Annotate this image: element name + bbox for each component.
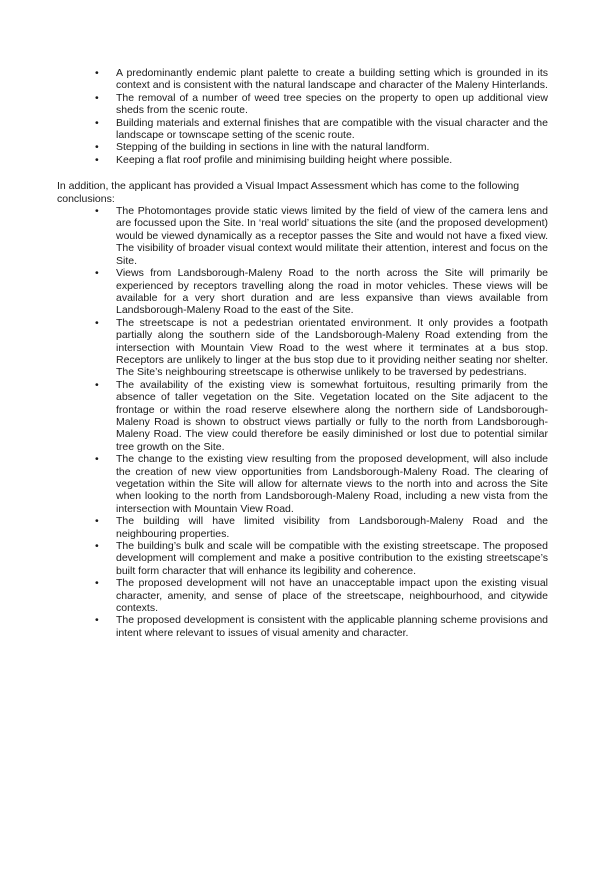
list-item	[88, 117, 548, 142]
list-item-text: Stepping of the building in sections in line with the natural landform.	[116, 141, 430, 154]
list-item	[88, 379, 548, 453]
bullet-icon: •	[95, 91, 99, 104]
bullet-icon: •	[95, 316, 99, 329]
list-item-text: The proposed development is consistent with the applicable planning scheme provisions and intent where relevant to issues of visual amenity and character.	[116, 614, 548, 639]
design-measures-list	[88, 67, 548, 166]
list-item	[88, 205, 548, 267]
list-item	[88, 317, 548, 379]
list-item	[88, 577, 548, 614]
bullet-icon: •	[95, 141, 99, 154]
list-item-text: The Photomontages provide static views limited by the field of view of the camera lens and are focussed upon the Site. In ‘real world’ situations the site (and the proposed development) would be viewed dynamically as a receptor passes the Site and would not have a fixed view. The visibility of broader visual context would militate their attention, interest and focus on the Site.	[116, 205, 548, 267]
via-conclusions-list	[88, 205, 548, 639]
bullet-icon: •	[95, 614, 99, 627]
list-item-text: Keeping a flat roof profile and minimising building height where possible.	[116, 153, 453, 166]
list-item	[88, 515, 548, 540]
bullet-icon: •	[95, 116, 99, 129]
bullet-icon: •	[95, 205, 99, 218]
list-item-text: The removal of a number of weed tree species on the property to open up additional view sheds from the scenic route.	[116, 91, 548, 117]
list-item-text: The building’s bulk and scale will be compatible with the existing streetscape. The proposed development will complement and make a positive contribution to the existing streetscape’s built form character that will enhance its legibility and coherence.	[116, 540, 548, 577]
list-item	[88, 154, 548, 166]
list-item	[88, 614, 548, 639]
bullet-icon: •	[95, 378, 99, 391]
intro-paragraph: In addition, the applicant has provided a Visual Impact Assessment which has come to the following conclusions:	[57, 180, 520, 205]
bullet-icon: •	[95, 515, 99, 528]
list-item-text: A predominantly endemic plant palette to create a building setting which is grounded in its context and is consistent with the natural landscape and character of the Maleny Hinterlands.	[116, 67, 548, 92]
list-item	[88, 453, 548, 515]
list-item-text: The proposed development will not have an unacceptable impact upon the existing visual character, amenity, and sense of place of the streetscape, neighbourhood, and citywide contexts.	[116, 577, 548, 615]
bullet-icon: •	[95, 67, 99, 79]
list-item	[88, 67, 548, 92]
list-item-text: Building materials and external finishes that are compatible with the visual character and the landscape or townscape setting of the scenic route.	[116, 116, 548, 142]
document-body	[57, 67, 548, 639]
list-item	[88, 540, 548, 577]
list-item	[88, 92, 548, 117]
bullet-icon: •	[95, 453, 99, 466]
list-item-text: The building will have limited visibility from Landsborough-Maleny Road and the neighbouring properties.	[116, 515, 548, 540]
list-item-text: Views from Landsborough-Maleny Road to the north across the Site will primarily be experienced by receptors travelling along the road in motor vehicles. These views will be available for a very short duration and are less expansive than views available from Landsborough-Maleny Road to the east of the Site.	[116, 267, 548, 317]
list-item	[88, 141, 548, 153]
bullet-icon: •	[95, 577, 99, 590]
bullet-icon: •	[95, 267, 99, 280]
list-item	[88, 267, 548, 317]
list-item-text: The availability of the existing view is somewhat fortuitous, resulting primarily from the absence of taller vegetation on the Site. Vegetation located on the Site adjacent to the frontage or within the road reserve elsewhere along the northern side of Landsborough-Maleny Road is shown to obstruct views partially or fully to the north from Landsborough-Maleny Road. The view could therefore be easily diminished or lost due to potential similar tree growth on the Site.	[116, 378, 548, 453]
bullet-icon: •	[95, 153, 99, 166]
list-item-text: The change to the existing view resulting from the proposed development, will also include the creation of new view opportunities from Landsborough-Maleny Road. The clearing of vegetation within the Site will allow for alternate views to the north into and across the Site when looking to the north from Landsborough-Maleny Road, including a new vista from the intersection with Mountain View Road.	[116, 453, 548, 515]
bullet-icon: •	[95, 540, 99, 553]
list-item-text: The streetscape is not a pedestrian orientated environment. It only provides a footpath partially along the southern side of the Landsborough-Maleny Road extending from the intersection with Mountain View Road to the west where it terminates at a bus stop. Receptors are unlikely to linger at the bus stop due to it providing neither seating nor shelter. The Site’s neighbouring streetscape is otherwise unlikely to be traversed by pedestrians.	[116, 316, 548, 379]
